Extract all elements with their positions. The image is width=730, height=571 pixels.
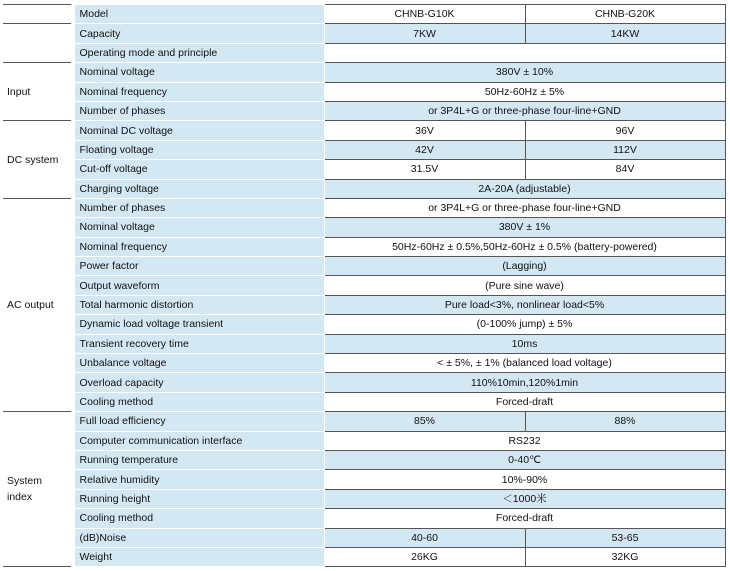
header-param-label: Model xyxy=(74,5,324,24)
value-cell-shared: Pure load<3%, nonlinear load<5% xyxy=(324,295,725,314)
value-cell-g20k: 14KW xyxy=(525,24,725,43)
table-row xyxy=(3,43,725,62)
parameter-label: Nominal frequency xyxy=(74,237,324,256)
value-cell-g20k: 32KG xyxy=(525,547,725,566)
parameter-label: Charging voltage xyxy=(74,179,324,198)
table-row xyxy=(3,257,725,276)
value-cell-shared: 110%10min,120%1min xyxy=(324,373,725,392)
value-cell-shared: ＜1000米 xyxy=(324,489,725,508)
parameter-label: Nominal voltage xyxy=(74,218,324,237)
parameter-label: Overload capacity xyxy=(74,373,324,392)
table-row xyxy=(3,121,725,140)
table-row xyxy=(3,218,725,237)
value-cell-g10k: 26KG xyxy=(324,547,525,566)
table-row xyxy=(3,547,725,566)
parameter-label: Nominal voltage xyxy=(74,63,324,82)
value-cell-g20k: 96V xyxy=(525,121,725,140)
value-cell-shared: 380V ± 10% xyxy=(324,63,725,82)
table-row xyxy=(3,63,725,82)
parameter-label: Weight xyxy=(74,547,324,566)
value-cell-shared: RS232 xyxy=(324,431,725,450)
parameter-label: Transient recovery time xyxy=(74,334,324,353)
value-cell-g10k: 42V xyxy=(324,140,525,159)
section-group-label xyxy=(3,412,71,567)
section-group-label: Input xyxy=(3,63,71,121)
table-row xyxy=(3,82,725,101)
value-cell-shared: 10ms xyxy=(324,334,725,353)
parameter-label: Cooling method xyxy=(74,509,324,528)
parameter-label: Power factor xyxy=(74,257,324,276)
value-cell-shared: or 3P4L+G or three-phase four-line+GND xyxy=(324,101,725,120)
value-cell-g20k: 84V xyxy=(525,160,725,179)
value-cell-g10k: 40-60 xyxy=(324,528,525,547)
table-row xyxy=(3,237,725,256)
table-row xyxy=(3,276,725,295)
value-cell-g20k: 112V xyxy=(525,140,725,159)
section-group-label-line: index xyxy=(7,491,33,504)
parameter-label: Cut-off voltage xyxy=(74,160,324,179)
table-row xyxy=(3,489,725,508)
parameter-label: Running height xyxy=(74,489,324,508)
value-cell-shared: < ± 5%, ± 1% (balanced load voltage) xyxy=(324,354,725,373)
header-model-g10k: CHNB-G10K xyxy=(324,5,525,24)
table-row xyxy=(3,179,725,198)
parameter-label: Nominal DC voltage xyxy=(74,121,324,140)
parameter-label: Nominal frequency xyxy=(74,82,324,101)
value-cell-shared: Forced-draft xyxy=(324,392,725,411)
table-row xyxy=(3,295,725,314)
value-cell-shared: (0-100% jump) ± 5% xyxy=(324,315,725,334)
value-cell-g20k: 53-65 xyxy=(525,528,725,547)
table-row xyxy=(3,450,725,469)
section-group-label: DC system xyxy=(3,121,71,199)
section-group-label-line: System xyxy=(7,475,43,488)
value-cell-g10k: 7KW xyxy=(324,24,525,43)
header-group-cell xyxy=(3,5,71,24)
parameter-label: Total harmonic distortion xyxy=(74,295,324,314)
value-cell-shared: 0-40℃ xyxy=(324,450,725,469)
parameter-label: Computer communication interface xyxy=(74,431,324,450)
value-cell-shared: 380V ± 1% xyxy=(324,218,725,237)
parameter-label: Number of phases xyxy=(74,101,324,120)
table-row xyxy=(3,392,725,411)
table-row xyxy=(3,140,725,159)
value-cell-shared: 2A-20A (adjustable) xyxy=(324,179,725,198)
section-group-label: AC output xyxy=(3,198,71,411)
value-cell-g10k: 31.5V xyxy=(324,160,525,179)
parameter-label: Unbalance voltage xyxy=(74,354,324,373)
parameter-label: Floating voltage xyxy=(74,140,324,159)
value-cell-shared: (Pure sine wave) xyxy=(324,276,725,295)
parameter-label: Capacity xyxy=(74,24,324,43)
table-row xyxy=(3,315,725,334)
value-cell-shared: or 3P4L+G or three-phase four-line+GND xyxy=(324,198,725,217)
parameter-label: (dB)Noise xyxy=(74,528,324,547)
section-group-label xyxy=(3,24,71,63)
table-row xyxy=(3,470,725,489)
parameter-label: Operating mode and principle xyxy=(74,43,324,62)
table-row xyxy=(3,160,725,179)
header-model-g20k: CHNB-G20K xyxy=(525,5,725,24)
parameter-label: Dynamic load voltage transient xyxy=(74,315,324,334)
value-cell-shared: 50Hz-60Hz ± 5% xyxy=(324,82,725,101)
value-cell-g20k: 88% xyxy=(525,412,725,431)
header-row xyxy=(3,5,725,24)
spec-table-body xyxy=(3,5,725,567)
table-row xyxy=(3,198,725,217)
parameter-label: Full load efficiency xyxy=(74,412,324,431)
table-row xyxy=(3,354,725,373)
table-row xyxy=(3,431,725,450)
parameter-label: Running temperature xyxy=(74,450,324,469)
parameter-label: Number of phases xyxy=(74,198,324,217)
table-row xyxy=(3,412,725,431)
parameter-label: Output waveform xyxy=(74,276,324,295)
table-row xyxy=(3,24,725,43)
spec-table xyxy=(3,4,726,567)
table-row xyxy=(3,528,725,547)
value-cell-shared xyxy=(324,43,725,62)
table-row xyxy=(3,509,725,528)
value-cell-shared: (Lagging) xyxy=(324,257,725,276)
table-row xyxy=(3,334,725,353)
value-cell-g10k: 85% xyxy=(324,412,525,431)
table-row xyxy=(3,373,725,392)
value-cell-shared: 50Hz-60Hz ± 0.5%,50Hz-60Hz ± 0.5% (battery-powered) xyxy=(324,237,725,256)
table-row xyxy=(3,101,725,120)
parameter-label: Relative humidity xyxy=(74,470,324,489)
value-cell-shared: Forced-draft xyxy=(324,509,725,528)
parameter-label: Cooling method xyxy=(74,392,324,411)
value-cell-shared: 10%-90% xyxy=(324,470,725,489)
value-cell-g10k: 36V xyxy=(324,121,525,140)
